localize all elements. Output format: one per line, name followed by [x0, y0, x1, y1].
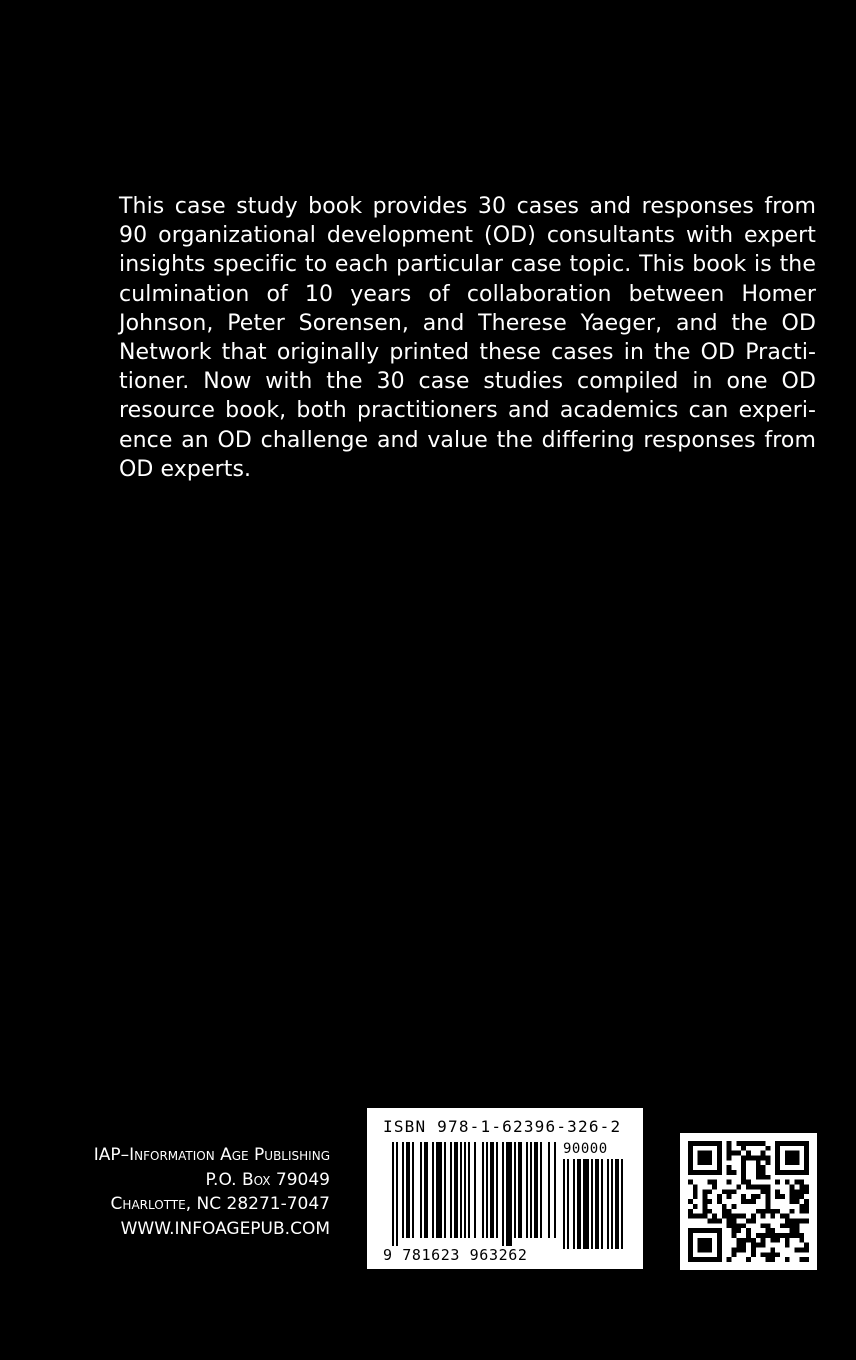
publisher-name: IAP–Information Age Publishing — [93, 1145, 330, 1165]
price-barcode-icon — [563, 1159, 623, 1249]
ean-digits: 9 781623 963262 — [383, 1246, 528, 1264]
publisher-city: Charlotte, NC 28271-7047 — [110, 1194, 330, 1214]
price-code: 90000 — [563, 1141, 608, 1157]
isbn-label: ISBN 978-1-62396-326-2 — [383, 1117, 622, 1136]
publisher-website: WWW.INFOAGEPUB.COM — [120, 1218, 330, 1239]
book-description: This case study book provides 30 cases and responses from 90 organizational development (OD) consultants with expert insights specific to each particular case topic. This book is the culmination of 10 years of collaboration between Homer Johnson, Peter Sorensen, and Therese Yaeger, and the OD Network that originally printed these cases in the OD Practitioner. Now with the 30 case studies compiled in one OD resource book, both practitioners and academics can experience an OD challenge and value the differing responses from OD experts. — [119, 194, 816, 482]
isbn-barcode-panel — [367, 1108, 643, 1269]
qr-code-panel — [680, 1133, 817, 1270]
qr-code-icon — [688, 1141, 809, 1262]
publisher-po-box: P.O. Box 79049 — [205, 1169, 330, 1190]
barcode-icon — [392, 1142, 558, 1246]
publisher-block — [0, 1143, 330, 1241]
